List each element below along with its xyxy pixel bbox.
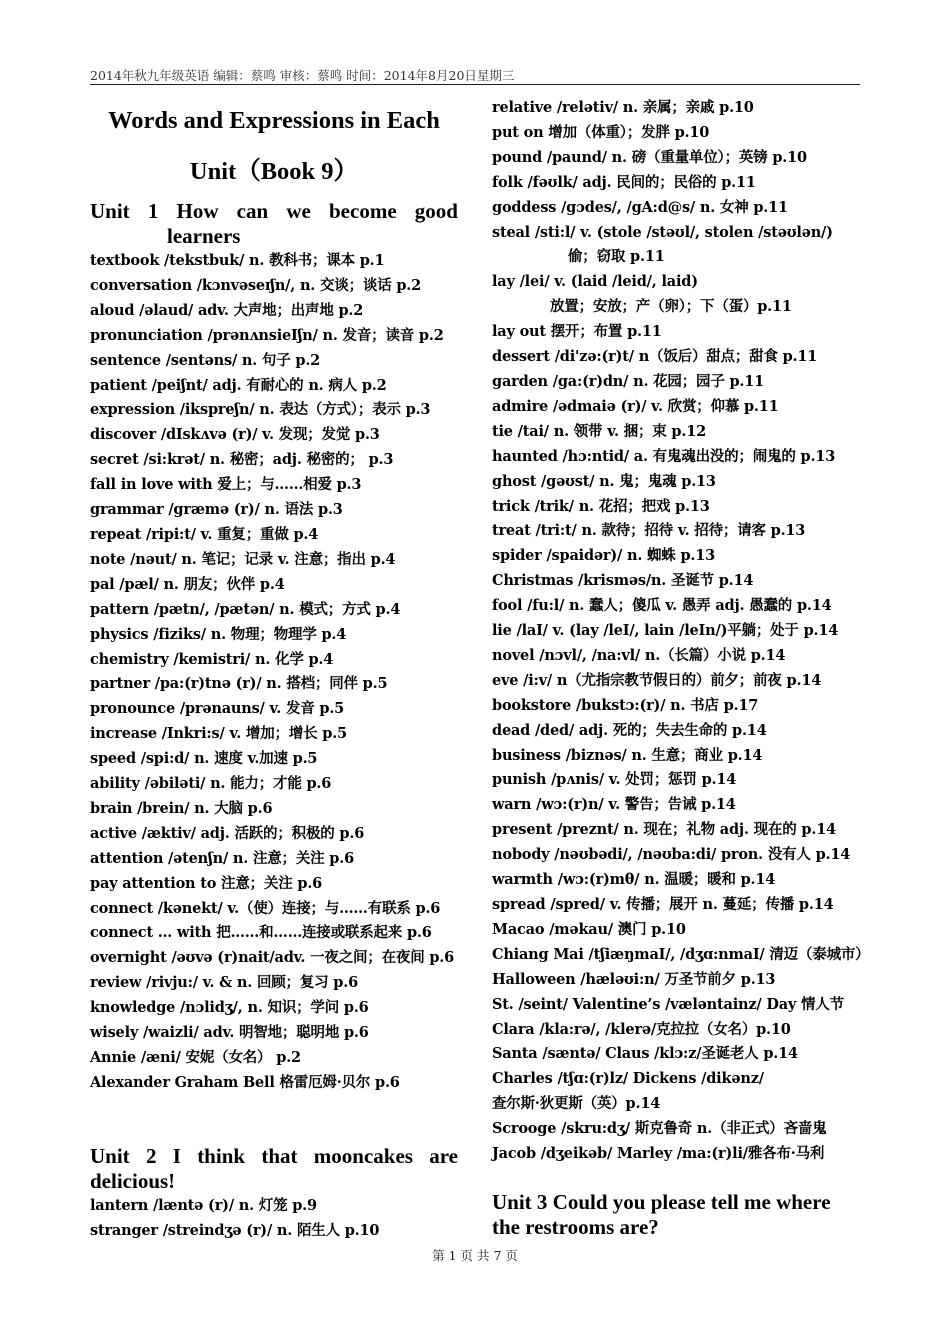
vocab-entry: tie /tai/ n. 领带 v. 捆；束 p.12 <box>492 422 706 440</box>
vocab-entry: warmth /wɔ:(r)mθ/ n. 温暖；暖和 p.14 <box>492 871 776 889</box>
vocab-entry: Charles /tʃɑ:(r)lz/ Dickens /dikənz/ <box>492 1070 764 1088</box>
unit2-word-list-left <box>90 1194 458 1244</box>
vocab-entry: conversation /kɔnvəseɪʃn/, n. 交谈；谈话 p.2 <box>90 276 422 294</box>
vocab-entry: review /rivju:/ v. & n. 回顾；复习 p.6 <box>90 974 358 992</box>
vocab-entry: note /nəut/ n. 笔记；记录 v. 注意；指出 p.4 <box>90 550 396 568</box>
vocab-entry: pattern /pætn/, /pætən/ n. 模式；方式 p.4 <box>90 600 401 618</box>
vocab-entry: speed /spi:d/ n. 速度 v.加速 p.5 <box>90 750 318 768</box>
vocab-entry: business /biznəs/ n. 生意；商业 p.14 <box>492 746 763 764</box>
document-title: Words and Expressions in Each <box>108 107 440 134</box>
page-header: 2014年秋九年级英语 编辑：蔡鸣 审核：蔡鸣 时间：2014年8月20日星期三 <box>90 68 515 83</box>
vocab-entry: sentence /sentəns/ n. 句子 p.2 <box>90 351 321 369</box>
vocab-entry: Alexander Graham Bell 格雷厄姆·贝尔 p.6 <box>90 1073 400 1091</box>
vocab-entry: repeat /ripi:t/ v. 重复；重做 p.4 <box>90 525 319 543</box>
left-column <box>90 95 458 1244</box>
vocab-entry: patient /peiʃnt/ adj. 有耐心的 n. 病人 p.2 <box>90 376 387 394</box>
vocab-entry: ability /əbiləti/ n. 能力；才能 p.6 <box>90 775 332 793</box>
vocab-entry: spider /spaidər)/ n. 蜘蛛 p.13 <box>492 547 716 565</box>
vocab-entry: ghost /gəʊst/ n. 鬼；鬼魂 p.13 <box>492 472 716 490</box>
vocab-entry: knowledge /nɔlidʒ/, n. 知识；学问 p.6 <box>90 999 369 1017</box>
vocab-entry: St. /seint/ Valentine’s /væləntainz/ Day 情人节 <box>492 995 844 1013</box>
vocab-entry: Annie /æni/ 安妮（女名） p.2 <box>90 1049 301 1066</box>
vocab-entry: folk /fəʊlk/ adj. 民间的；民俗的 p.11 <box>492 173 756 191</box>
unit2-heading: Unit 2 I think that mooncakes are <box>90 1143 458 1168</box>
vocab-entry: 查尔斯·狄更斯（英）p.14 <box>492 1095 661 1113</box>
vocab-entry: textbook /tekstbuk/ n. 教科书；课本 p.1 <box>90 252 385 269</box>
vocab-entry: wisely /waizli/ adv. 明智地；聪明地 p.6 <box>90 1024 369 1042</box>
vocab-entry: warn /wɔ:(r)n/ v. 警告；告诫 p.14 <box>492 796 736 814</box>
vocab-entry: bookstore /bukstɔ:(r)/ n. 书店 p.17 <box>492 696 759 714</box>
vocab-entry: pound /paund/ n. 磅（重量单位）；英镑 p.10 <box>492 148 807 166</box>
vocab-entry: goddess /gɔdes/, /gA:d@s/ n. 女神 p.11 <box>492 198 788 216</box>
unit1-heading-cont: learners <box>167 224 241 248</box>
vocab-entry: discover /dIskʌvə (r)/ v. 发现；发觉 p.3 <box>90 426 380 444</box>
vocab-entry: connect /kənekt/ v.（使）连接；与……有联系 p.6 <box>90 899 441 917</box>
vocab-entry: treat /tri:t/ n. 款待；招待 v. 招待；请客 p.13 <box>492 522 806 540</box>
vocab-entry: Clara /kla:rə/, /klerə/克拉拉（女名）p.10 <box>492 1020 791 1038</box>
unit2-heading-cont: delicious! <box>90 1168 176 1193</box>
vocab-entry: Santa /sæntə/ Claus /klɔ:z/圣诞老人 p.14 <box>492 1045 798 1063</box>
vocab-entry: Halloween /hæləʊi:n/ 万圣节前夕 p.13 <box>492 970 776 988</box>
vocab-entry: eve /i:v/ n（尤指宗教节假日的）前夕；前夜 p.14 <box>492 671 822 689</box>
vocab-entry: lantern /læntə (r)/ n. 灯笼 p.9 <box>90 1196 317 1214</box>
vocab-entry: brain /brein/ n. 大脑 p.6 <box>90 799 273 817</box>
header-divider <box>90 84 860 85</box>
vocab-entry: stranger /streindʒə (r)/ n. 陌生人 p.10 <box>90 1221 380 1239</box>
vocab-entry: 偷；窃取 p.11 <box>568 248 665 266</box>
vocab-entry: pronunciation /prənʌnsieIʃn/ n. 发音；读音 p.2 <box>90 326 444 344</box>
right-column <box>492 96 870 1240</box>
vocab-entry: trick /trik/ n. 花招；把戏 p.13 <box>492 497 710 515</box>
vocab-entry: admire /ədmaiə (r)/ v. 欣赏；仰慕 p.11 <box>492 397 779 415</box>
vocab-entry: punish /pʌnis/ v. 处罚；惩罚 p.14 <box>492 771 737 789</box>
vocab-entry: connect … with 把……和……连接或联系起来 p.6 <box>90 924 432 942</box>
vocab-entry: lay out 摆开；布置 p.11 <box>492 323 662 341</box>
unit2-word-list-right <box>492 96 870 1167</box>
vocab-entry: Jacob /dʒeikəb/ Marley /ma:(r)li/雅各布·马利 <box>492 1145 825 1163</box>
vocab-entry: dead /ded/ adj. 死的；失去生命的 p.14 <box>492 721 767 739</box>
vocab-entry: nobody /nəʊbədi/, /nəʊba:di/ pron. 没有人 p.14 <box>492 846 851 864</box>
vocab-entry: spread /spred/ v. 传播；展开 n. 蔓延；传播 p.14 <box>492 896 834 913</box>
vocab-entry: chemistry /kemistri/ n. 化学 p.4 <box>90 650 334 668</box>
vocab-entry: dessert /di'zə:(r)t/ n（饭后）甜点；甜食 p.11 <box>492 348 818 366</box>
vocab-entry: expression /ikspreʃn/ n. 表达（方式）；表示 p.3 <box>90 401 431 419</box>
vocab-entry: relative /relətiv/ n. 亲属；亲戚 p.10 <box>492 99 754 116</box>
vocab-entry: garden /ga:(r)dn/ n. 花园；园子 p.11 <box>492 372 765 390</box>
vocab-entry: fool /fu:l/ n. 蠢人；傻瓜 v. 愚弄 adj. 愚蠢的 p.14 <box>492 597 832 615</box>
vocab-entry: 放置；安放；产（卵）；下（蛋）p.11 <box>550 298 792 316</box>
vocab-entry: secret /si:krət/ n. 秘密；adj. 秘密的； p.3 <box>90 451 394 469</box>
vocab-entry: increase /Inkri:s/ v. 增加；增长 p.5 <box>90 725 347 743</box>
vocab-entry: put on 增加（体重）；发胖 p.10 <box>492 123 710 141</box>
vocab-entry: steal /sti:l/ v. (stole /stəʊl/, stolen /stəʊlən/) <box>492 223 833 241</box>
vocab-entry: Macao /məkau/ 澳门 p.10 <box>492 920 686 938</box>
vocab-entry: novel /nɔvl/, /na:vl/ n.（长篇）小说 p.14 <box>492 646 786 664</box>
unit1-word-list <box>90 249 458 1096</box>
vocab-entry: Christmas /krisməs/n. 圣诞节 p.14 <box>492 572 754 590</box>
vocab-entry: fall in love with 爱上；与……相爱 p.3 <box>90 476 362 494</box>
vocab-entry: active /æktiv/ adj. 活跃的；积极的 p.6 <box>90 824 365 842</box>
vocab-entry: lie /laI/ v. (lay /leI/, lain /leIn/)平躺；处于 p.14 <box>492 622 839 640</box>
vocab-entry: Scrooge /skru:dʒ/ 斯克鲁奇 n.（非正式）吝啬鬼 <box>492 1120 827 1138</box>
vocab-entry: partner /pa:(r)tnə (r)/ n. 搭档；同伴 p.5 <box>90 675 388 693</box>
page-footer: 第 1 页 共 7 页 <box>432 1248 518 1263</box>
document-title-line2: Unit（Book 9） <box>189 158 359 185</box>
unit3-heading: Unit 3 Could you please tell me where <box>492 1189 831 1214</box>
vocab-entry: haunted /hɔ:ntid/ a. 有鬼魂出没的；闹鬼的 p.13 <box>492 447 836 465</box>
vocab-entry: pay attention to 注意；关注 p.6 <box>90 874 323 892</box>
vocab-entry: overnight /əʊvə (r)nait/adv. 一夜之间；在夜间 p.6 <box>90 949 455 967</box>
vocab-entry: attention /ətenʃn/ n. 注意；关注 p.6 <box>90 849 354 867</box>
vocab-entry: grammar /græmə (r)/ n. 语法 p.3 <box>90 501 343 519</box>
unit3-heading-cont: the restrooms are? <box>492 1214 659 1239</box>
vocab-entry: Chiang Mai /tʃiæŋmaI/, /dʒɑ:nmaI/ 清迈（泰城市） <box>492 945 870 963</box>
vocab-entry: aloud /əlaud/ adv. 大声地；出声地 p.2 <box>90 301 364 319</box>
vocab-entry: present /preznt/ n. 现在；礼物 adj. 现在的 p.14 <box>492 821 836 839</box>
vocab-entry: lay /lei/ v. (laid /leid/, laid) <box>492 273 698 291</box>
vocab-entry: physics /fiziks/ n. 物理；物理学 p.4 <box>90 625 347 643</box>
vocab-entry: pronounce /prənauns/ v. 发音 p.5 <box>90 700 345 718</box>
unit1-heading: Unit 1 How can we become good <box>90 199 458 223</box>
vocab-entry: pal /pæl/ n. 朋友；伙伴 p.4 <box>90 575 285 593</box>
